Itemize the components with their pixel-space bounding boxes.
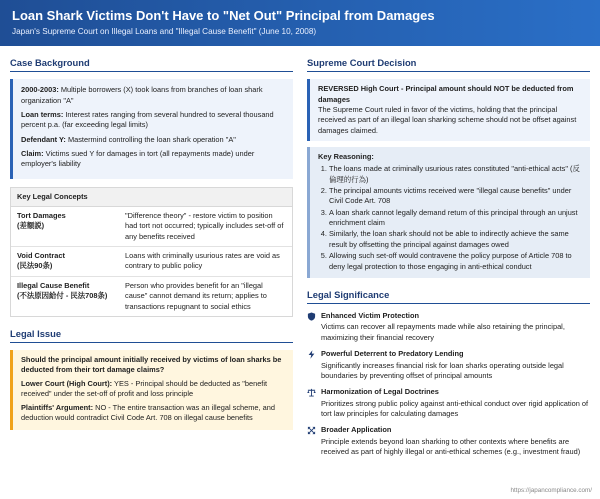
page-header [0, 0, 600, 46]
background-item-text: Mastermind controlling the loan shark operation "A" [65, 134, 236, 144]
significance-item [307, 387, 590, 419]
background-item-text: Victims sued Y for damages in tort (all repayments made) under employer's liability [21, 148, 255, 169]
key-concepts-table [10, 187, 293, 317]
reasoning-box [307, 147, 590, 278]
significance-item-head [307, 311, 590, 321]
decision-lead: REVERSED High Court - Principal amount should NOT be deducted from damages [318, 84, 574, 104]
case-background-box [10, 79, 293, 179]
background-item [21, 110, 285, 131]
reasoning-heading: Key Reasoning: [318, 151, 374, 161]
issue-question: Should the principal amount initially received by victims of loan sharks be deducted from their tort damage claims? [21, 355, 282, 375]
background-item-label: Claim: [21, 148, 44, 158]
concept-term-jp: (差額説) [17, 221, 45, 231]
background-item-text: Interest rates ranging from several hundred to several thousand percent p.a. (far exceeding legal limits) [21, 109, 274, 130]
concept-term-jp: (不法原因給付 - 民法708条) [17, 291, 108, 301]
left-column [10, 46, 303, 463]
content-columns [0, 46, 600, 463]
concept-definition: "Difference theory" - restore victim to position had tort not occurred; typically includes set-off of any benefits received [125, 211, 284, 241]
background-item [21, 149, 285, 170]
significance-item [307, 425, 590, 457]
page-subtitle: Japan's Supreme Court on Illegal Loans and "Illegal Cause Benefit" (June 10, 2008) [12, 27, 317, 36]
significance-text: Significantly increases financial risk for loan sharks operating outside legal boundaries by preventing offset of principal amounts [321, 360, 564, 380]
background-item-label: Loan terms: [21, 109, 64, 119]
legal-issue-heading: Legal Issue [10, 327, 293, 343]
concept-term-en: Tort Damages [17, 211, 66, 221]
reasoning-item: 2. The principal amounts victims received were "illegal cause benefits" under Civil Code Art. 708 [329, 186, 582, 207]
concept-term-en: Void Contract [17, 251, 65, 261]
background-item-text: Multiple borrowers (X) took loans from branches of loan shark organization "A" [21, 85, 263, 105]
reasoning-list [318, 164, 582, 272]
background-item-label: 2000-2003: [21, 85, 59, 95]
significance-item [307, 349, 590, 381]
balance-scale-icon [307, 388, 316, 397]
plaintiffs-position [21, 403, 285, 424]
background-item [21, 85, 285, 106]
reasoning-item: 1. The loans made at criminally usurious rates constituted "anti-ethical acts" (反倫理的行為) [329, 164, 582, 185]
significance-item-head [307, 349, 590, 359]
concept-definition: Person who provides benefit for an "illegal cause" cannot demand its return; applies to transactions repugnant to social ethics [125, 280, 267, 311]
significance-text: Victims can recover all repayments made while also retaining the principal, maximizing their financial recovery [321, 322, 565, 342]
concept-row [11, 207, 292, 247]
concept-term-en: Illegal Cause Benefit [17, 280, 90, 290]
plaintiffs-text: NO - The entire transaction was an illegal scheme, and deduction would contradict Civil Code Art. 708 on illegal cause benefits [21, 402, 275, 422]
lower-court-position [21, 379, 285, 400]
right-column [303, 46, 590, 463]
significance-title: Broader Application [321, 425, 392, 435]
lower-court-label: Lower Court (High Court): [21, 378, 113, 388]
significance-heading: Legal Significance [307, 288, 590, 304]
background-item [21, 135, 285, 145]
concept-definition: Loans with criminally usurious rates are void as contrary to public policy [125, 251, 280, 271]
significance-item-head [307, 425, 590, 435]
concept-row [11, 277, 292, 316]
decision-text: The Supreme Court ruled in favor of the victims, holding that the principal received as part of an illegal loan sharking scheme should not be offset against damages claimed. [318, 104, 577, 135]
plaintiffs-label: Plaintiffs' Argument: [21, 402, 94, 412]
reasoning-item: 3. A loan shark cannot legally demand return of this principal through an unjust enrichment claim [329, 208, 582, 229]
significance-text: Prioritizes strong public policy against anti-ethical conduct over rigid application of tort law principles for calculating damages [321, 398, 589, 418]
reasoning-item: 4. Similarly, the loan shark should not be able to indirectly achieve the same result by offsetting the principal against damages owed [329, 229, 582, 250]
decision-box [307, 79, 590, 141]
shield-icon [307, 312, 316, 321]
decision-heading: Supreme Court Decision [307, 56, 590, 72]
concept-term-jp: (民法90条) [17, 261, 53, 271]
significance-title: Powerful Deterrent to Predatory Lending [321, 349, 464, 359]
case-background-heading: Case Background [10, 56, 293, 72]
expand-arrows-icon [307, 426, 316, 435]
background-item-label: Defendant Y: [21, 134, 66, 144]
key-concepts-heading: Key Legal Concepts [11, 188, 292, 207]
significance-item [307, 311, 590, 343]
footer-url: https://japancompliance.com/ [510, 487, 592, 495]
concept-row [11, 247, 292, 277]
reasoning-item: 5. Allowing such set-off would contravene the policy purpose of Article 708 to deny legal protection to those engaging in anti-ethical conduct [329, 251, 582, 272]
lower-court-text: YES - Principal should be deducted as "benefit received" under the set-off of profit and loss principle [21, 378, 268, 399]
significance-text: Principle extends beyond loan sharking to other contexts where benefits are received as part of highly illegal or anti-ethical schemes (e.g., investment fraud) [321, 436, 581, 457]
significance-item-head [307, 387, 590, 397]
concept-term [17, 281, 125, 312]
legal-issue-box [10, 350, 293, 430]
significance-title: Harmonization of Legal Doctrines [321, 387, 439, 397]
page-title: Loan Shark Victims Don't Have to "Net Out" Principal from Damages [12, 8, 435, 23]
significance-title: Enhanced Victim Protection [321, 311, 420, 321]
concept-term [17, 211, 125, 242]
concept-term [17, 251, 125, 272]
bolt-icon [307, 350, 316, 359]
